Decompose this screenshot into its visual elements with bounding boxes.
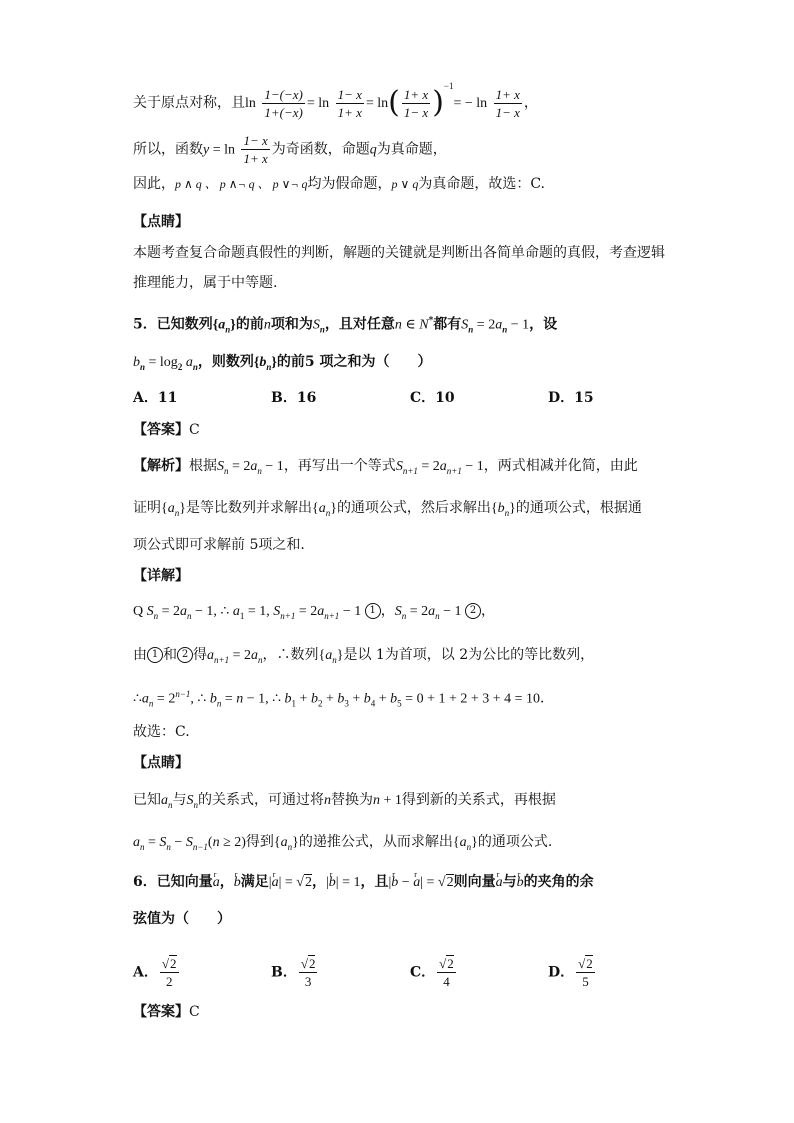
- fraction: $\frac{1- x}{1+ x}$: [243, 133, 268, 166]
- line-symmetry: 关于原点对称，且ln $\frac{1-(-x)}{1+(-x)}$ = ln $\frac{1- x}{1+ x}$ = ln( $\frac{1+ x}{1- x}$ )$^{-1}$= − ln $\frac{1+ x}{1- x}$ ，: [133, 81, 538, 120]
- option-a[interactable]: A．11: [133, 390, 178, 406]
- question-5: 5．已知数列$\{a_n\}$的前n项和为$S_n$，且对任意n ∈ N*都有$S_n = 2a_n - 1$，设: [133, 316, 558, 335]
- tip-2: $a_n = S_n - S_{n-1}(n \ge 2)$得到$\{a_n\}$的递推公式，从而求解出$\{a_n\}$的通项公式.: [133, 834, 553, 852]
- options-q5: [133, 388, 653, 408]
- question-6-cont: 弦值为（ ）: [133, 911, 231, 927]
- section-dianjing: 【点睛】: [133, 214, 189, 230]
- analysis-3: 项公式即可求解前 5项之和.: [133, 537, 305, 553]
- line-conclusion: 因此，p ∧ q 、 p ∧¬ q 、 p ∨¬ q均为假命题，p ∨ q为真命题，故选：C.: [133, 176, 546, 192]
- answer-q5: 【答案】C: [133, 422, 200, 438]
- section-xiangjie: 【详解】: [133, 568, 189, 584]
- fraction: $\frac{1+ x}{1- x}$: [403, 86, 429, 120]
- derivation-3: $\therefore a_n = 2^{n-1}$, ∴ $b_n = n - 1$, ∴ $b_1 + b_2 + b_3 + b_4 + b_5 = 0 + 1 + 2 + 3 + 4 = 10$．: [133, 689, 555, 709]
- text: 关于原点对称，且: [133, 95, 245, 111]
- paragraph: 本题考查复合命题真假性的判断，解题的关键就是判断出各简单命题的真假，考查逻辑: [133, 245, 665, 261]
- option-b[interactable]: B． $\frac{√2}{3}$: [271, 956, 316, 989]
- fraction: $\frac{1-(-x)}{1+(-x)}$: [264, 86, 303, 120]
- option-a[interactable]: A． $\frac{√2}{2}$: [133, 956, 177, 989]
- derivation-1: Q $S_n = 2a_n - 1$, ∴ $a_1 = 1$, $S_{n+1} = 2a_{n+1} - 1$ 1 ，$S_n = 2a_n - 1$ 2 ，: [133, 603, 496, 621]
- question-6: 6．已知向量r a，r b满足|r a| = √2，|r b| = 1，且|r b − r a| = √2则向量r a与r b的夹角的余: [133, 872, 594, 893]
- option-d[interactable]: D．15: [548, 390, 594, 406]
- line-odd-function: 所以，函数y = ln $\frac{1- x}{1+ x}$ 为奇函数，命题q为真命题，: [133, 133, 447, 166]
- section-dianjing-2: 【点睛】: [133, 755, 189, 771]
- analysis: 【解析】根据$S_n = 2a_n - 1$，再写出一个等式$S_{n+1} = 2a_{n+1} - 1$，两式相减并化简，由此: [133, 458, 638, 476]
- tip-1: 已知$a_n$与$S_n$的关系式，可通过将n替换为n + 1得到新的关系式，再根据: [133, 792, 556, 810]
- derivation-2: 由 1 和 2 得$a_{n+1} = 2a_n$，∴数列$\{a_n\}$是以 1为首项，以 2为公比的等比数列，: [133, 647, 595, 665]
- fraction: $\frac{1+ x}{1- x}$: [495, 86, 520, 120]
- answer-q6: 【答案】C: [133, 1004, 200, 1020]
- paragraph: 推理能力，属于中等题.: [133, 275, 278, 291]
- option-c[interactable]: C． $\frac{√2}{4}$: [410, 956, 454, 989]
- question-5-cont: $b_n = \log_2 a_n$，则数列$\{b_n\}$的前5 项之和为（ ）: [133, 354, 432, 372]
- option-c[interactable]: C．10: [410, 390, 455, 406]
- options-q6: [133, 945, 653, 989]
- fraction: $\frac{1- x}{1+ x}$: [337, 86, 362, 120]
- option-d[interactable]: D． $\frac{√2}{5}$: [548, 956, 593, 989]
- option-b[interactable]: B．16: [271, 390, 317, 406]
- analysis-2: 证明$\{a_n\}$是等比数列并求解出$\{a_n\}$的通项公式，然后求解出$\{b_n\}$的通项公式，根据通: [133, 500, 642, 518]
- choice-line: 故选：C.: [133, 724, 190, 740]
